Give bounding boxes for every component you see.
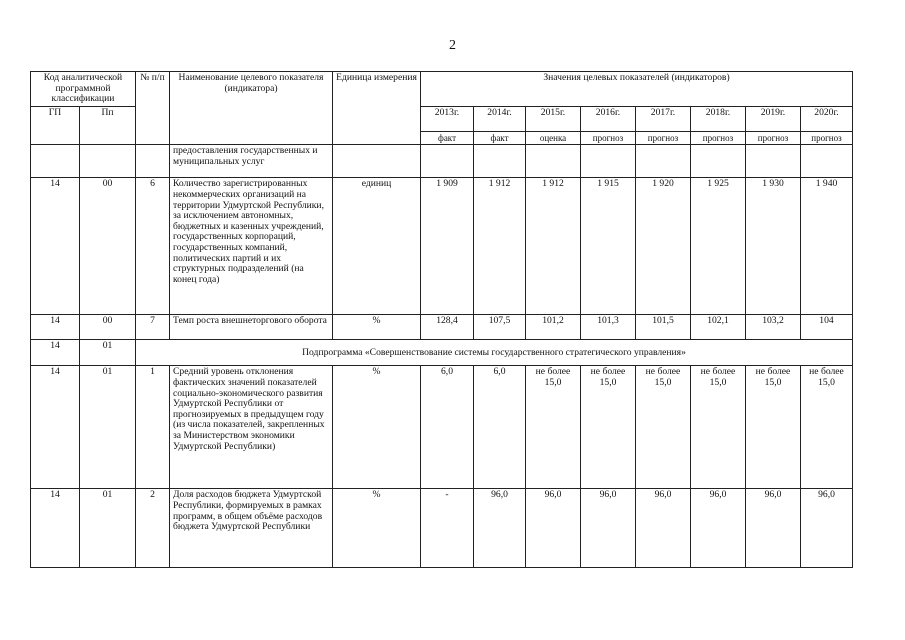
cell-value: 107,5 bbox=[474, 315, 526, 340]
cell-value bbox=[746, 145, 801, 178]
cell-value: 1 940 bbox=[801, 178, 853, 315]
cell-gp: 14 bbox=[31, 340, 80, 366]
cell-value: 128,4 bbox=[421, 315, 474, 340]
cell-value bbox=[691, 145, 746, 178]
header-type: факт bbox=[421, 131, 474, 145]
cell-value: 1 925 bbox=[691, 178, 746, 315]
cell-pp bbox=[80, 145, 136, 178]
subprogram-row bbox=[31, 340, 853, 366]
header-year: 2020г. bbox=[801, 106, 853, 131]
header-type: прогноз bbox=[801, 131, 853, 145]
header-values-group: Значения целевых показателей (индикаторов) bbox=[421, 72, 853, 107]
cell-name: Количество зарегистрированных некоммерческих организаций на территории Удмуртской Республики, за исключением автономных, бюджетных и казенных учреждений, государственных корпораций, государственных компаний, политических партий и их структурных подразделений (на конец года) bbox=[170, 178, 333, 315]
header-type: прогноз bbox=[746, 131, 801, 145]
header-year: 2018г. bbox=[691, 106, 746, 131]
cell-gp: 14 bbox=[31, 178, 80, 315]
cell-gp bbox=[31, 145, 80, 178]
cell-value: 101,3 bbox=[581, 315, 636, 340]
cell-value: - bbox=[421, 489, 474, 568]
cell-pp: 00 bbox=[80, 315, 136, 340]
cell-value: не более 15,0 bbox=[526, 366, 581, 489]
cell-pp: 01 bbox=[80, 366, 136, 489]
header-year: 2015г. bbox=[526, 106, 581, 131]
indicators-table bbox=[30, 71, 853, 568]
header-type: прогноз bbox=[691, 131, 746, 145]
cell-value: не более 15,0 bbox=[746, 366, 801, 489]
cell-value: 102,1 bbox=[691, 315, 746, 340]
cell-value bbox=[526, 145, 581, 178]
page-number: 2 bbox=[449, 38, 456, 53]
cell-value: 96,0 bbox=[691, 489, 746, 568]
cell-value: 6,0 bbox=[421, 366, 474, 489]
cell-value: не более 15,0 bbox=[636, 366, 691, 489]
cell-value: 1 912 bbox=[526, 178, 581, 315]
cell-gp: 14 bbox=[31, 315, 80, 340]
cell-pp: 01 bbox=[80, 489, 136, 568]
header-num: № п/п bbox=[136, 72, 170, 145]
cell-unit: % bbox=[333, 366, 421, 489]
cell-value: 1 920 bbox=[636, 178, 691, 315]
cell-gp: 14 bbox=[31, 489, 80, 568]
cell-value bbox=[581, 145, 636, 178]
table-row bbox=[31, 315, 853, 340]
header-year: 2017г. bbox=[636, 106, 691, 131]
cell-unit: % bbox=[333, 489, 421, 568]
cell-value: не более 15,0 bbox=[691, 366, 746, 489]
cell-unit: % bbox=[333, 315, 421, 340]
cell-gp: 14 bbox=[31, 366, 80, 489]
cell-pp: 01 bbox=[80, 340, 136, 366]
cell-value bbox=[421, 145, 474, 178]
cell-name: предоставления государственных и муниципальных услуг bbox=[170, 145, 333, 178]
header-year: 2013г. bbox=[421, 106, 474, 131]
header-name: Наименование целевого показателя (индикатора) bbox=[170, 72, 333, 145]
header-unit: Единица измерения bbox=[333, 72, 421, 145]
header-type: прогноз bbox=[581, 131, 636, 145]
cell-value: 96,0 bbox=[636, 489, 691, 568]
cell-name: Средний уровень отклонения фактических значений показателей социально-экономического развития Удмуртской Республики от прогнозируемых в предыдущем году (из числа показателей, закрепленных за Министерством экономики Удмуртской Республики) bbox=[170, 366, 333, 489]
header-type: оценка bbox=[526, 131, 581, 145]
cell-value bbox=[636, 145, 691, 178]
cell-value: 96,0 bbox=[746, 489, 801, 568]
header-pp: Пп bbox=[80, 106, 136, 145]
cell-value: 96,0 bbox=[581, 489, 636, 568]
cell-value: 104 bbox=[801, 315, 853, 340]
header-year: 2014г. bbox=[474, 106, 526, 131]
table-row bbox=[31, 178, 853, 315]
cell-num: 2 bbox=[136, 489, 170, 568]
cell-num: 1 bbox=[136, 366, 170, 489]
table-row bbox=[31, 489, 853, 568]
cell-value: 1 930 bbox=[746, 178, 801, 315]
cell-unit bbox=[333, 145, 421, 178]
cell-value bbox=[474, 145, 526, 178]
table-row bbox=[31, 145, 853, 178]
cell-unit: единиц bbox=[333, 178, 421, 315]
cell-value: 96,0 bbox=[474, 489, 526, 568]
header-type: прогноз bbox=[636, 131, 691, 145]
cell-value: 101,5 bbox=[636, 315, 691, 340]
header-type: факт bbox=[474, 131, 526, 145]
header-code-group: Код аналитической программной классификации bbox=[31, 72, 136, 107]
cell-value: не более 15,0 bbox=[581, 366, 636, 489]
subprogram-title: Подпрограмма «Совершенствование системы государственного стратегического управления» bbox=[136, 340, 853, 366]
cell-pp: 00 bbox=[80, 178, 136, 315]
cell-value bbox=[801, 145, 853, 178]
cell-value: 1 912 bbox=[474, 178, 526, 315]
cell-value: 1 909 bbox=[421, 178, 474, 315]
cell-value: 103,2 bbox=[746, 315, 801, 340]
table-row bbox=[31, 366, 853, 489]
cell-value: 96,0 bbox=[801, 489, 853, 568]
cell-value: не более 15,0 bbox=[801, 366, 853, 489]
cell-num: 7 bbox=[136, 315, 170, 340]
cell-num bbox=[136, 145, 170, 178]
cell-num: 6 bbox=[136, 178, 170, 315]
header-year: 2016г. bbox=[581, 106, 636, 131]
cell-name: Темп роста внешнеторгового оборота bbox=[170, 315, 333, 340]
cell-value: 1 915 bbox=[581, 178, 636, 315]
cell-value: 96,0 bbox=[526, 489, 581, 568]
cell-name: Доля расходов бюджета Удмуртской Республики, формируемых в рамках программ, в общем объёме расходов бюджета Удмуртской Республики bbox=[170, 489, 333, 568]
header-year: 2019г. bbox=[746, 106, 801, 131]
cell-value: 6,0 bbox=[474, 366, 526, 489]
cell-value: 101,2 bbox=[526, 315, 581, 340]
header-gp: ГП bbox=[31, 106, 80, 145]
